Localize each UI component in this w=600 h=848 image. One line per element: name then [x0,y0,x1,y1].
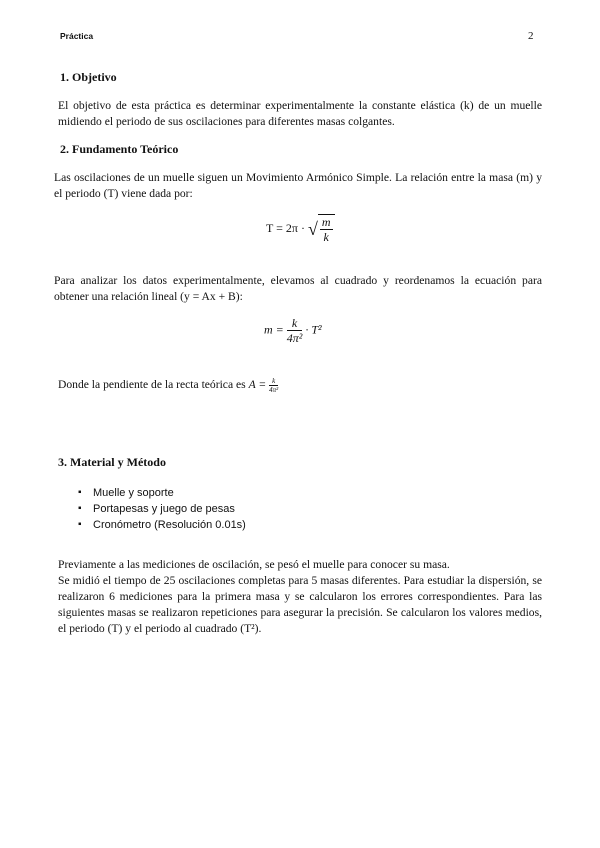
sqrt-symbol: √ $\frac{m}{k}$ [308,214,335,244]
section-1-text: El objetivo de esta práctica es determinar experimentalmente la constante elástica (k) de un muelle midiendo el periodo de sus oscilaciones para diferentes masas colgantes. [58,99,542,128]
equation-linear-fraction: $\frac{k}{\text{4π²}}$ [286,316,303,345]
section-2-title: 2. Fundamento Teórico [60,142,179,156]
list-item: ▪ Muelle y soporte [78,485,246,501]
list-item: ▪ Portapesas y juego de pesas [78,501,246,517]
equation-linear-lhs: m = [264,322,284,337]
section-2-analysis: Para analizar los datos experimentalmente, elevamos al cuadrado y reordenamos la ecuación para obtener una relación lineal (y = Ax + B): [54,274,542,303]
slope-equation: A = $\frac{k}{\text{4π²}}$ [248,377,279,394]
section-3-para-2: Se midió el tiempo de 25 oscilaciones completas para 5 masas diferentes. Para estudiar la dispersión, se realizaron 6 mediciones para la primera masa y se calcularon los errores correspondientes. Para las siguientes masas se realizaron repeticiones para asegurar la precisión. Se calcularon los valores medios, el periodo (T) y el periodo al cuadrado (T²). [58,574,542,635]
section-3-para-1: Previamente a las mediciones de oscilación, se pesó el muelle para conocer su masa. [58,558,450,571]
section-3-title: 3. Material y Método [58,455,166,469]
slope-line [58,377,358,394]
materials-list [78,485,246,533]
equation-linear-rhs: · T² [305,322,322,337]
equation-period [266,214,335,244]
section-2-intro: Las oscilaciones de un muelle siguen un Movimiento Armónico Simple. La relación entre la masa (m) y el periodo (T) viene dada por: [54,171,542,200]
header-title: Práctica [60,31,94,41]
equation-period-lhs: T = 2π · [266,220,305,235]
list-item: ▪ Cronómetro (Resolución 0.01s) [78,517,246,533]
slope-text: Donde la pendiente de la recta teórica es [58,378,246,392]
page-number: 2 [528,30,534,42]
equation-linear [264,316,322,345]
equation-period-fraction: $\frac{m}{k}$ [321,215,331,244]
section-1-title: 1. Objetivo [60,70,117,84]
